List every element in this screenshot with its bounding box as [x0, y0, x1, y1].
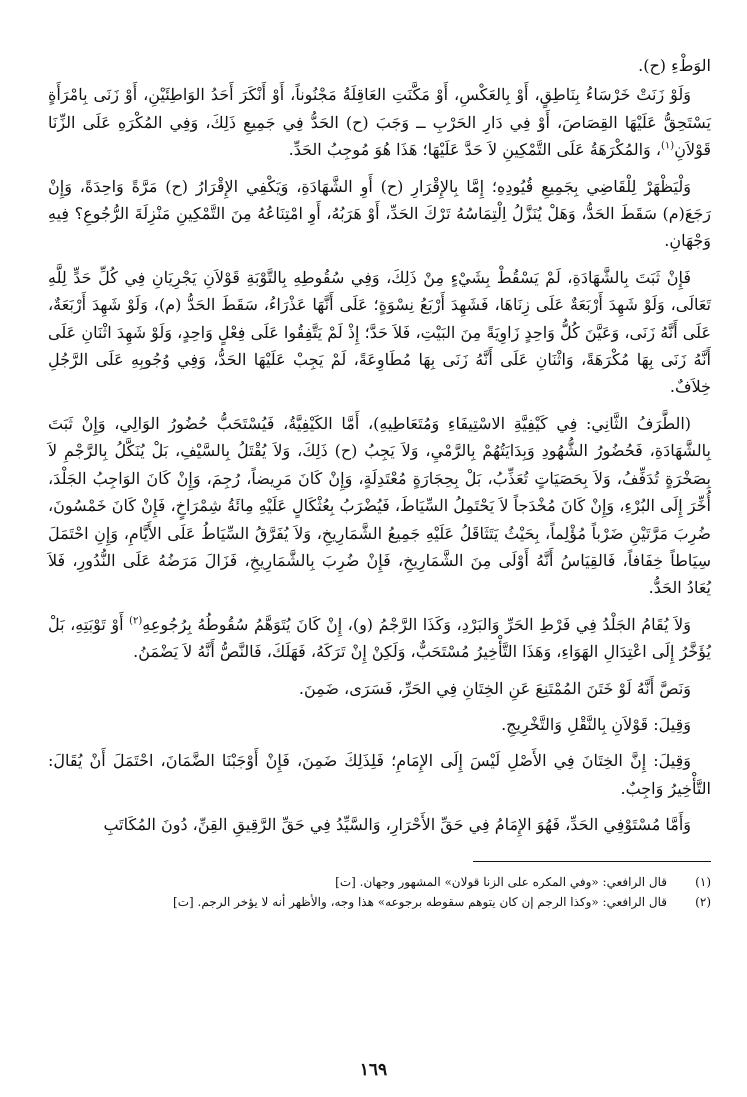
footnote-ref-1: (١): [661, 140, 675, 152]
paragraph-8: وَقِيلَ: قَوْلاَنِ بِالنَّقْلِ وَالتَّخْرِيجِ.: [501, 714, 691, 734]
footnote-2: [48, 892, 711, 912]
paragraph-6: وَلاَ يُقَامُ الجَلْدُ فِي فَرْطِ الحَرِّ وَالبَرْدِ، وَكَذَا الرَّجْمُ (و)، إِنْ كَانَ يُتَوَهَّمُ سُقُوطُهُ بِرُجُوعِهِ$^{(٢)}$ أَوْ تَوْبَتِهِ، بَلْ يُؤَخَّرُ إِلَى اعْتِدَالِ الهَوَاءِ، وَهَذَا التَّأْخِيرُ مُسْتَحَبٌّ، وَلَكِنْ إِنْ تَرَكَهُ، فَهَلَكَ، فَالنَّصُّ أَنَّهُ لاَ يَضْمَنُ.: [48, 614, 711, 662]
footnote-ref-2: (٢): [129, 615, 143, 627]
footnote-1: [48, 872, 711, 892]
footnote-divider: [473, 861, 711, 862]
paragraph-10: وَأَمَّا مُسْتَوْفِي الحَدِّ، فَهُوَ الإِمَامُ فِي حَقِّ الأَحْرَارِ، وَالسَّيِّدُ فِي حَقِّ الرَّقِيقِ القِنِّ، دُونَ المُكَاتَبِ: [103, 815, 691, 835]
paragraph-2-text: وَلَوْ زَنَتْ خَرْسَاءُ بِنَاطِقٍ، أَوْ بِالعَكْسِ، أَوْ مَكَّنَتِ العَاقِلَةُ مَجْنُوناً، أَوْ أَنْكَرَ أَحَدُ الوَاطِئَيْنِ، أَوْ زَنَى بِامْرَأَةٍ يَسْتَحِقُّ عَلَيْهَا القِصَاصَ، أَوْ فِي دَارِ الحَرْبِ ــ وَجَبَ (ح) الحَدُّ فِي جَمِيعِ ذَلِكَ، وَفِي المُكْرَهِ عَلَى الزِّنَا قَوْلاَنِ$^{(١)}$، وَالمُكْرَهَةُ عَلَى التَّمْكِينِ لاَ حَدَّ عَلَيْهَا؛ هَذَا هُوَ مُوجِبُ الحَدِّ.: [48, 85, 711, 160]
paragraph-2: [48, 81, 711, 163]
footnote-2-text: قال الرافعي: «وكذا الرجم إن كان يتوهم سقوطه برجوعه» هذا وجه، والأظهر أنه لا يؤخر الرجم. [ت]: [173, 894, 667, 909]
paragraph-5: (الطَّرَفُ الثَّانِي: فِي كَيْفِيَّةِ الاسْتِيفَاءِ وَمُتَعَاطِيهِ)، أَمَّا الكَيْفِيَّةُ، فَيُسْتَحَبُّ حُضُورُ الوَالِي، وَإِنْ ثَبَتَ بِالشَّهَادَةِ، فَحُضُورُ الشُّهُودِ وَبِدَايَتُهُمْ بِالرَّمْيِ، وَلاَ يَجِبُ (ح) ذَلِكَ، وَلاَ يُقْتَلُ بِالسَّيْفِ، بَلْ يُنَكَّلُ بِالرَّجْمِ لاَ بِصَخْرَةٍ تُدَفِّفُ، وَلاَ بِحَصَيَاتٍ تُعَذِّبُ، بَلْ بِحِجَارَةٍ مُعْتَدِلَةٍ، وَإِنْ كَانَ مَرِيضاً، رُجِمَ، وَإِنْ كَانَ الوَاجِبُ الجَلْدَ، أُخِّرَ إِلَى البُرْءِ، وَإِنْ كَانَ مُخْدَجاً لاَ يَحْتَمِلُ السِّيَاطَ، فَيُضْرَبُ بِعُثْكَالٍ عَلَيْهِ مِائَةُ شِمْرَاخٍ، فَإِنْ كَانَ خَمْسُونَ، ضُرِبَ مَرَّتَيْنِ ضَرْباً مُؤْلِماً، بِحَيْثُ يَتَثَاقَلُ عَلَيْهِ جَمِيعُ الشَّمَارِيخِ، وَلاَ يُفَرَّقُ السِّيَاطُ عَلَى الأَيَّامِ، وَإِنِ احْتَمَلَ سِيَاطاً خِفَافاً، فَالقِيَاسُ أَنَّهُ أَوْلَى مِنَ الشَّمَارِيخِ، فَإِنْ ضُرِبَ بِالشَّمَارِيخِ، فَزَالَ مَرَضُهُ عَلَى النُّدُورِ، فَلاَ يُعَادُ الحَدُّ.: [48, 413, 711, 598]
paragraph-9: وَقِيلَ: إِنَّ الخِتَانَ فِي الأَصْلِ لَيْسَ إِلَى الإِمَامِ؛ فَلِذَلِكَ ضَمِنَ، فَإِنْ أَوْجَبْنَا الضَّمَانَ، احْتَمَلَ أَنْ يُقَالَ: التَّأْخِيرُ وَاجِبٌ.: [48, 751, 711, 798]
paragraph-1: الوَطْءِ (ح).: [638, 56, 711, 75]
footnote-2-number: (٢): [695, 894, 711, 909]
page-number: ١٦٩: [359, 1060, 388, 1080]
footnote-1-text: قال الرافعي: «وفي المكره على الزنا قولان» المشهور وجهان. [ت]: [335, 874, 667, 889]
paragraph-4: فَإِنْ ثَبَتَ بِالشَّهَادَةِ، لَمْ يَسْقُطْ بِشَيْءٍ مِنْ ذَلِكَ، وَفِي سُقُوطِهِ بِالتَّوْبَةِ قَوْلاَنِ يَجْرِيَانِ فِي كُلِّ حَدٍّ لِلَّهِ تَعَالَى، وَلَوْ شَهِدَ أَرْبَعَةٌ عَلَى زِنَاهَا، فَشَهِدَ أَرْبَعُ نِسْوَةٍ؛ عَلَى أَنَّهَا عَذْرَاءُ، سَقَطَ الحَدُّ (م)، وَلَوْ شَهِدَ أَرْبَعَةٌ، عَلَى أَنَّهُ زَنَى، وَعَيَّنَ كُلُّ وَاحِدٍ زَاوِيَةً مِنَ البَيْتِ، فَلاَ حَدَّ؛ إِذْ لَمْ يَتَّفِقُوا عَلَى فِعْلٍ وَاحِدٍ، وَلَوْ شَهِدَ اثْنَانِ عَلَى أَنَّهُ زَنَى بِهَا مُكْرَهَةً، وَاثْنَانِ عَلَى أَنَّهُ زَنَى بِهَا مُطَاوِعَةً، لَمْ يَجِبْ عَلَيْهَا الحَدُّ، وَفِي وُجُوبِهِ عَلَى الرَّجُلِ خِلاَفٌ.: [48, 267, 711, 397]
footnote-1-number: (١): [695, 874, 711, 889]
paragraph-7: وَنَصَّ أَنَّهُ لَوْ خَتَنَ المُمْتَنِعَ عَنِ الخِتَانِ فِي الحَرِّ، فَسَرَى، ضَمِنَ.: [298, 678, 691, 698]
paragraph-3: وَلْيَظْهَرْ لِلْقَاضِي بِجَمِيعِ قُيُودِهِ؛ إِمَّا بِالإِقْرَارِ (ح) أَوِ الشَّهَادَةِ، وَيَكْفِي الإِقْرَارُ (ح) مَرَّةً وَاحِدَةً، وَإِنْ رَجَعَ(م) سَقَطَ الحَدُّ، وَهَلْ يُنَزَّلُ اِلْتِمَاسُهُ تَرْكَ الحَدِّ، أَوْ هَرَبُهُ، أَوِ امْتِنَاعُهُ مِنَ التَّمْكِينِ مَنْزِلَةَ الرُّجُوعِ؟ فِيهِ وَجْهَانِ.: [48, 176, 711, 251]
footnotes: [48, 872, 711, 912]
